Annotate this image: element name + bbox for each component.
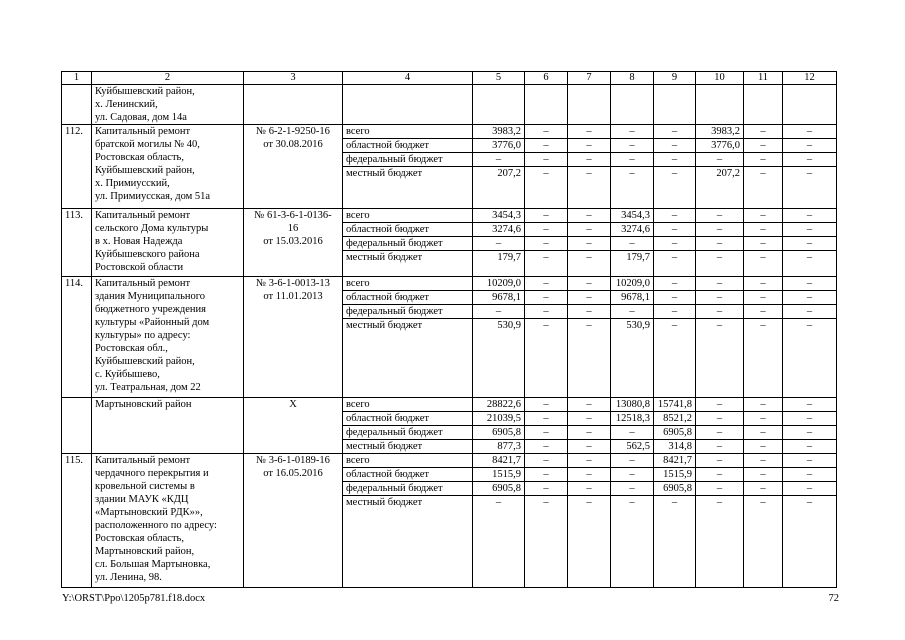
- row-number: 115.: [62, 454, 92, 588]
- dash-cell: –: [783, 277, 837, 291]
- value-cell: 877,3: [473, 440, 525, 454]
- description-line: Ростовская область,: [95, 533, 184, 544]
- col-header-1: 1: [62, 72, 92, 85]
- dash-cell: –: [525, 440, 568, 454]
- description-line: х. Примиусский,: [95, 178, 170, 189]
- dash-cell: –: [654, 153, 696, 167]
- value-cell: 6905,8: [654, 482, 696, 496]
- description-line: культуры «Районный дом: [95, 317, 210, 328]
- dash-cell: –: [744, 209, 783, 223]
- document-line: № 6-2-1-9250-16: [256, 126, 330, 137]
- dash-cell: –: [696, 454, 744, 468]
- description-line: «Мартыновский РДК»»,: [95, 507, 203, 518]
- dash-cell: –: [744, 468, 783, 482]
- dash-cell: –: [744, 139, 783, 153]
- value-cell: 1515,9: [473, 468, 525, 482]
- value-cell: 9678,1: [611, 291, 654, 305]
- dash-cell: –: [611, 237, 654, 251]
- value-cell: 10209,0: [473, 277, 525, 291]
- object-description: [92, 85, 244, 125]
- dash-cell: –: [696, 440, 744, 454]
- dash-cell: –: [611, 139, 654, 153]
- dash-cell: –: [525, 125, 568, 139]
- dash-cell: –: [783, 223, 837, 237]
- dash-cell: –: [568, 167, 611, 209]
- value-cell: 530,9: [473, 319, 525, 398]
- dash-cell: –: [744, 426, 783, 440]
- row-number: 112.: [62, 125, 92, 209]
- value-cell: 1515,9: [654, 468, 696, 482]
- table-row: [62, 125, 837, 139]
- dash-cell: –: [654, 251, 696, 277]
- description-line: Капитальный ремонт: [95, 278, 191, 289]
- description-line: культуры» по адресу:: [95, 330, 191, 341]
- dash-cell: –: [611, 482, 654, 496]
- object-description: [92, 277, 244, 398]
- col-header-11: 11: [744, 72, 783, 85]
- dash-cell: –: [744, 277, 783, 291]
- funding-source: федеральный бюджет: [343, 153, 473, 167]
- dash-cell: –: [525, 454, 568, 468]
- dash-cell: –: [525, 482, 568, 496]
- dash-cell: –: [568, 237, 611, 251]
- description-line: здании МАУК «КДЦ: [95, 494, 189, 505]
- value-cell: 179,7: [611, 251, 654, 277]
- dash-cell: –: [525, 153, 568, 167]
- dash-cell: –: [473, 237, 525, 251]
- doc-cell: [244, 85, 343, 125]
- description-line: Куйбышевский район,: [95, 165, 195, 176]
- col-header-5: 5: [473, 72, 525, 85]
- value-cell: 314,8: [654, 440, 696, 454]
- expertise-document: [244, 277, 343, 398]
- document-line: от 16.05.2016: [263, 468, 323, 479]
- dash-cell: –: [568, 277, 611, 291]
- value-cell: 9678,1: [473, 291, 525, 305]
- funding-source: местный бюджет: [343, 319, 473, 398]
- dash-cell: –: [783, 209, 837, 223]
- document-line: от 11.01.2013: [263, 291, 323, 302]
- dash-cell: –: [525, 277, 568, 291]
- dash-cell: –: [696, 496, 744, 588]
- dash-cell: –: [783, 426, 837, 440]
- funding-source: всего: [343, 209, 473, 223]
- dash-cell: –: [525, 305, 568, 319]
- dash-cell: –: [525, 167, 568, 209]
- dash-cell: –: [473, 496, 525, 588]
- dash-cell: –: [611, 125, 654, 139]
- dash-cell: –: [744, 291, 783, 305]
- dash-cell: –: [654, 223, 696, 237]
- budget-table: [61, 71, 837, 588]
- value-cell: [525, 85, 568, 125]
- dash-cell: –: [783, 153, 837, 167]
- description-line: сельского Дома культуры: [95, 223, 209, 234]
- value-cell: 3776,0: [696, 139, 744, 153]
- header-row: [62, 72, 837, 85]
- dash-cell: –: [568, 291, 611, 305]
- dash-cell: –: [525, 139, 568, 153]
- dash-cell: –: [744, 251, 783, 277]
- dash-cell: –: [525, 223, 568, 237]
- dash-cell: –: [525, 291, 568, 305]
- dash-cell: –: [611, 167, 654, 209]
- value-cell: [611, 85, 654, 125]
- dash-cell: –: [525, 468, 568, 482]
- description-line: Ростовская область,: [95, 152, 184, 163]
- col-header-3: 3: [244, 72, 343, 85]
- dash-cell: –: [525, 251, 568, 277]
- dash-cell: –: [783, 412, 837, 426]
- dash-cell: –: [744, 153, 783, 167]
- dash-cell: –: [568, 440, 611, 454]
- value-cell: 207,2: [473, 167, 525, 209]
- document-line: 16: [287, 223, 299, 234]
- dash-cell: –: [654, 277, 696, 291]
- dash-cell: –: [568, 139, 611, 153]
- description-line: кровельной системы в: [95, 481, 195, 492]
- value-cell: 8421,7: [473, 454, 525, 468]
- row-number: [62, 85, 92, 125]
- value-cell: 21039,5: [473, 412, 525, 426]
- dash-cell: –: [783, 454, 837, 468]
- dash-cell: –: [568, 153, 611, 167]
- dash-cell: –: [744, 496, 783, 588]
- dash-cell: –: [611, 468, 654, 482]
- table-row: [62, 398, 837, 412]
- dash-cell: –: [696, 251, 744, 277]
- funding-source: всего: [343, 277, 473, 291]
- description-line: ул. Примиусская, дом 51а: [95, 191, 211, 202]
- object-description: [92, 125, 244, 209]
- table-row: [62, 277, 837, 291]
- funding-source: областной бюджет: [343, 412, 473, 426]
- dash-cell: –: [744, 398, 783, 412]
- dash-cell: –: [783, 440, 837, 454]
- description-line: братской могилы № 40,: [95, 139, 200, 150]
- description-line: Мартыновский район,: [95, 546, 195, 557]
- col-header-8: 8: [611, 72, 654, 85]
- funding-source: местный бюджет: [343, 251, 473, 277]
- dash-cell: –: [783, 496, 837, 588]
- expertise-document: [244, 125, 343, 209]
- object-description: Мартыновский район: [92, 398, 244, 454]
- dash-cell: –: [783, 319, 837, 398]
- value-cell: 3983,2: [696, 125, 744, 139]
- description-line: здания Муниципального: [95, 291, 206, 302]
- expertise-document: [244, 209, 343, 277]
- document-line: от 30.08.2016: [263, 139, 323, 150]
- dash-cell: –: [744, 319, 783, 398]
- document-line: № 3-6-1-0189-16: [256, 455, 330, 466]
- dash-cell: –: [744, 305, 783, 319]
- value-cell: 10209,0: [611, 277, 654, 291]
- dash-cell: –: [783, 167, 837, 209]
- dash-cell: –: [473, 305, 525, 319]
- dash-cell: –: [696, 426, 744, 440]
- dash-cell: –: [783, 251, 837, 277]
- value-cell: [568, 85, 611, 125]
- funding-source: всего: [343, 398, 473, 412]
- funding-source: областной бюджет: [343, 223, 473, 237]
- dash-cell: –: [696, 237, 744, 251]
- dash-cell: –: [525, 319, 568, 398]
- dash-cell: –: [654, 496, 696, 588]
- dash-cell: –: [568, 412, 611, 426]
- dash-cell: –: [696, 412, 744, 426]
- page-number: 72: [828, 593, 839, 604]
- funding-source: всего: [343, 125, 473, 139]
- dash-cell: –: [525, 209, 568, 223]
- value-cell: 530,9: [611, 319, 654, 398]
- dash-cell: –: [696, 291, 744, 305]
- description-line: ул. Садовая, дом 14а: [95, 112, 187, 123]
- dash-cell: –: [696, 277, 744, 291]
- value-cell: 207,2: [696, 167, 744, 209]
- dash-cell: –: [525, 398, 568, 412]
- dash-cell: –: [568, 398, 611, 412]
- dash-cell: –: [568, 482, 611, 496]
- dash-cell: –: [473, 153, 525, 167]
- col-header-9: 9: [654, 72, 696, 85]
- funding-source: федеральный бюджет: [343, 426, 473, 440]
- dash-cell: –: [696, 305, 744, 319]
- document-line: № 61-3-6-1-0136-: [254, 210, 332, 221]
- value-cell: [654, 85, 696, 125]
- dash-cell: –: [783, 482, 837, 496]
- dash-cell: –: [783, 305, 837, 319]
- value-cell: 3983,2: [473, 125, 525, 139]
- dash-cell: –: [568, 209, 611, 223]
- col-header-4: 4: [343, 72, 473, 85]
- dash-cell: –: [744, 223, 783, 237]
- object-description: [92, 209, 244, 277]
- description-line: чердачного перекрытия и: [95, 468, 209, 479]
- table-row: [62, 454, 837, 468]
- dash-cell: –: [568, 426, 611, 440]
- dash-cell: –: [696, 209, 744, 223]
- dash-cell: –: [611, 305, 654, 319]
- value-cell: [473, 85, 525, 125]
- value-cell: 3454,3: [473, 209, 525, 223]
- dash-cell: –: [654, 209, 696, 223]
- dash-cell: –: [696, 223, 744, 237]
- value-cell: 8421,7: [654, 454, 696, 468]
- value-cell: 12518,3: [611, 412, 654, 426]
- description-line: ул. Театральная, дом 22: [95, 382, 201, 393]
- description-line: Куйбышевского района: [95, 249, 200, 260]
- funding-source: местный бюджет: [343, 167, 473, 209]
- description-line: расположенного по адресу:: [95, 520, 217, 531]
- table-row: [62, 209, 837, 223]
- funding-source: всего: [343, 454, 473, 468]
- dash-cell: –: [568, 468, 611, 482]
- value-cell: 3776,0: [473, 139, 525, 153]
- col-header-10: 10: [696, 72, 744, 85]
- funding-source: федеральный бюджет: [343, 237, 473, 251]
- value-cell: 179,7: [473, 251, 525, 277]
- value-cell: 6905,8: [473, 482, 525, 496]
- funding-source: местный бюджет: [343, 496, 473, 588]
- dash-cell: –: [696, 319, 744, 398]
- dash-cell: –: [744, 125, 783, 139]
- dash-cell: –: [568, 319, 611, 398]
- dash-cell: –: [568, 251, 611, 277]
- description-line: Куйбышевский район,: [95, 356, 195, 367]
- dash-cell: –: [611, 153, 654, 167]
- value-cell: 6905,8: [654, 426, 696, 440]
- dash-cell: –: [696, 468, 744, 482]
- dash-cell: –: [611, 496, 654, 588]
- dash-cell: –: [783, 398, 837, 412]
- col-header-2: 2: [92, 72, 244, 85]
- dash-cell: –: [744, 454, 783, 468]
- dash-cell: –: [654, 167, 696, 209]
- col-header-7: 7: [568, 72, 611, 85]
- row-number: 113.: [62, 209, 92, 277]
- description-line: сл. Большая Мартыновка,: [95, 559, 211, 570]
- dash-cell: –: [525, 426, 568, 440]
- dash-cell: –: [744, 412, 783, 426]
- description-line: Капитальный ремонт: [95, 126, 191, 137]
- description-line: ул. Ленина, 98.: [95, 572, 162, 583]
- dash-cell: –: [525, 237, 568, 251]
- description-line: бюджетного учреждения: [95, 304, 206, 315]
- value-cell: 28822,6: [473, 398, 525, 412]
- dash-cell: –: [611, 426, 654, 440]
- description-line: Капитальный ремонт: [95, 455, 191, 466]
- funding-source: федеральный бюджет: [343, 305, 473, 319]
- expertise-document: X: [244, 398, 343, 454]
- dash-cell: –: [783, 468, 837, 482]
- dash-cell: –: [654, 125, 696, 139]
- funding-source: областной бюджет: [343, 291, 473, 305]
- dash-cell: –: [744, 237, 783, 251]
- description-line: Ростовской области: [95, 262, 184, 273]
- dash-cell: –: [568, 223, 611, 237]
- dash-cell: –: [654, 291, 696, 305]
- description-line: с. Куйбышево,: [95, 369, 160, 380]
- dash-cell: –: [525, 496, 568, 588]
- dash-cell: –: [525, 412, 568, 426]
- value-cell: [783, 85, 837, 125]
- dash-cell: –: [568, 454, 611, 468]
- row-number: 114.: [62, 277, 92, 398]
- value-cell: 562,5: [611, 440, 654, 454]
- funding-source: федеральный бюджет: [343, 482, 473, 496]
- value-cell: 6905,8: [473, 426, 525, 440]
- value-cell: 15741,8: [654, 398, 696, 412]
- description-line: х. Ленинский,: [95, 99, 158, 110]
- funding-source: областной бюджет: [343, 139, 473, 153]
- col-header-6: 6: [525, 72, 568, 85]
- dash-cell: –: [654, 139, 696, 153]
- dash-cell: –: [568, 305, 611, 319]
- description-line: в х. Новая Надежда: [95, 236, 183, 247]
- dash-cell: –: [783, 125, 837, 139]
- description-line: Куйбышевский район,: [95, 86, 195, 97]
- description-line: Капитальный ремонт: [95, 210, 191, 221]
- col-header-12: 12: [783, 72, 837, 85]
- dash-cell: –: [744, 167, 783, 209]
- dash-cell: –: [696, 153, 744, 167]
- document-line: № 3-6-1-0013-13: [256, 278, 330, 289]
- dash-cell: –: [744, 440, 783, 454]
- object-description: [92, 454, 244, 588]
- funding-source: местный бюджет: [343, 440, 473, 454]
- dash-cell: –: [744, 482, 783, 496]
- value-cell: [744, 85, 783, 125]
- funding-source: областной бюджет: [343, 468, 473, 482]
- dash-cell: –: [654, 305, 696, 319]
- row-number: [62, 398, 92, 454]
- dash-cell: –: [568, 496, 611, 588]
- dash-cell: –: [568, 125, 611, 139]
- dash-cell: –: [654, 319, 696, 398]
- value-cell: 3274,6: [611, 223, 654, 237]
- dash-cell: –: [654, 237, 696, 251]
- value-cell: 3454,3: [611, 209, 654, 223]
- value-cell: [696, 85, 744, 125]
- dash-cell: –: [696, 398, 744, 412]
- dash-cell: –: [696, 482, 744, 496]
- dash-cell: –: [783, 291, 837, 305]
- dash-cell: –: [783, 237, 837, 251]
- document-line: от 15.03.2016: [263, 236, 323, 247]
- description-line: Ростовская обл.,: [95, 343, 168, 354]
- value-cell: 3274,6: [473, 223, 525, 237]
- table-row: [62, 85, 837, 125]
- expertise-document: [244, 454, 343, 588]
- value-cell: 8521,2: [654, 412, 696, 426]
- source-cell: [343, 85, 473, 125]
- dash-cell: –: [611, 454, 654, 468]
- file-path: Y:\ORST\Ppo\1205p781.f18.docx: [62, 593, 206, 604]
- dash-cell: –: [783, 139, 837, 153]
- value-cell: 13080,8: [611, 398, 654, 412]
